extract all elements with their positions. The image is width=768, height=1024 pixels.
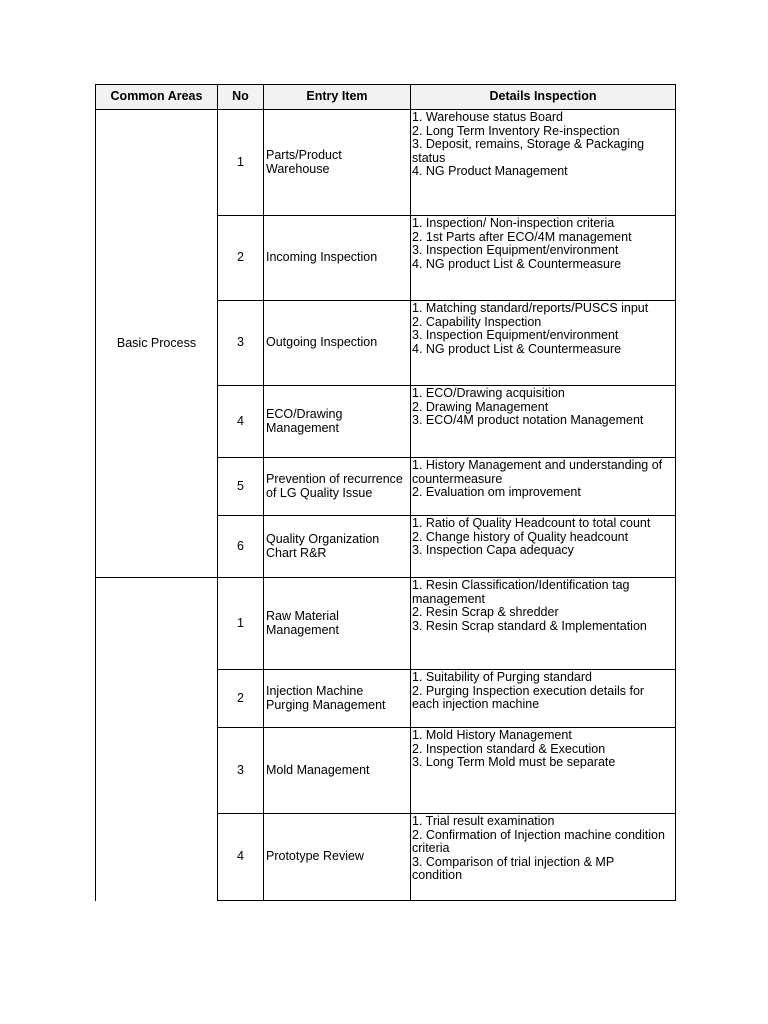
row-details (410, 669, 676, 728)
row-no: 4 (217, 385, 264, 458)
group-cell (95, 577, 218, 901)
detail-line: 2. Confirmation of Injection machine condition criteria (412, 827, 665, 856)
row-no: 5 (217, 457, 264, 516)
row-entry-item: Parts/Product Warehouse (263, 109, 411, 216)
detail-line: 1. Suitability of Purging standard (412, 670, 592, 684)
detail-line: 2. Long Term Inventory Re-inspection (412, 123, 620, 138)
row-no: 1 (217, 109, 264, 216)
detail-line: 1. Warehouse status Board (412, 110, 564, 124)
detail-line: 1. Matching standard/reports/PUSCS input (412, 301, 649, 315)
group-cell (95, 109, 218, 578)
row-details (410, 813, 676, 901)
header-details-inspection: Details Inspection (410, 84, 676, 110)
detail-line: 1. Resin Classification/Identification tag management (412, 578, 630, 606)
row-entry-item: Injection Machine Purging Management (263, 669, 411, 728)
row-entry-item: Incoming Inspection (263, 215, 411, 301)
detail-line: 1. Mold History Management (412, 728, 572, 742)
row-details (410, 457, 676, 516)
row-entry-item: Prevention of recurrence of LG Quality Issue (263, 457, 411, 516)
row-no: 2 (217, 669, 264, 728)
detail-line: 2. Drawing Management (412, 399, 549, 414)
detail-line: 1. Trial result examination (412, 814, 555, 828)
row-entry-item: ECO/Drawing Management (263, 385, 411, 458)
row-entry-item: Mold Management (263, 727, 411, 814)
detail-line: 1. History Management and understanding of countermeasure (412, 458, 663, 486)
detail-line: 3. Inspection Capa adequacy (412, 543, 574, 558)
header-common-areas: Common Areas (95, 84, 218, 110)
row-no: 4 (217, 813, 264, 901)
row-details (410, 577, 676, 670)
header-entry-item: Entry Item (263, 84, 411, 110)
inspection-table (95, 84, 676, 901)
row-details (410, 109, 676, 216)
row-details (410, 215, 676, 301)
detail-line: 3. Deposit, remains, Storage & Packaging status (412, 137, 645, 165)
row-details (410, 515, 676, 578)
detail-line: 1. Ratio of Quality Headcount to total count (412, 516, 651, 530)
detail-line: 3. Comparison of trial injection & MP condition (412, 854, 615, 883)
detail-line: 3. Resin Scrap standard & Implementation (412, 618, 647, 633)
detail-line: 2. Resin Scrap & shredder (412, 605, 559, 620)
row-no: 1 (217, 577, 264, 670)
row-details (410, 300, 676, 386)
detail-line: 1. ECO/Drawing acquisition (412, 386, 565, 400)
row-entry-item: Raw Material Management (263, 577, 411, 670)
detail-line: 2. Capability Inspection (412, 314, 542, 329)
detail-line: 4. NG product List & Countermeasure (412, 341, 622, 356)
row-no: 2 (217, 215, 264, 301)
detail-line: 3. Inspection Equipment/environment (412, 328, 619, 343)
detail-line: 1. Inspection/ Non-inspection criteria (412, 216, 615, 230)
row-entry-item: Quality Organization Chart R&R (263, 515, 411, 578)
header-no: No (217, 84, 264, 110)
detail-line: 2. Purging Inspection execution details for each injection machine (412, 683, 645, 712)
row-no: 6 (217, 515, 264, 578)
detail-line: 2. Inspection standard & Execution (412, 741, 606, 756)
row-no: 3 (217, 727, 264, 814)
detail-line: 4. NG product List & Countermeasure (412, 256, 622, 271)
row-details (410, 727, 676, 814)
row-no: 3 (217, 300, 264, 386)
detail-line: 2. Change history of Quality headcount (412, 529, 629, 544)
detail-line: 3. ECO/4M product notation Management (412, 413, 644, 428)
row-details (410, 385, 676, 458)
detail-line: 2. 1st Parts after ECO/4M management (412, 229, 632, 244)
row-entry-item: Prototype Review (263, 813, 411, 901)
detail-line: 4. NG Product Management (412, 164, 568, 179)
group-label: Basic Process (116, 335, 197, 350)
row-entry-item: Outgoing Inspection (263, 300, 411, 386)
detail-line: 2. Evaluation om improvement (412, 485, 581, 500)
detail-line: 3. Long Term Mold must be separate (412, 755, 616, 770)
detail-line: 3. Inspection Equipment/environment (412, 243, 619, 258)
